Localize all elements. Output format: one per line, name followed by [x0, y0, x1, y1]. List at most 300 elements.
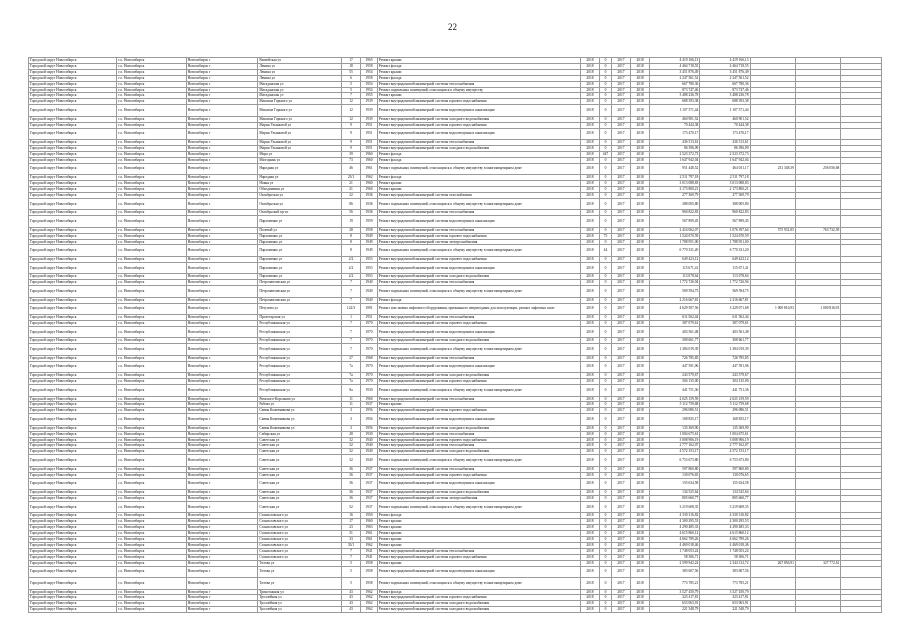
table-cell: 436 513,61	[700, 140, 750, 146]
table-cell: 0	[600, 58, 612, 64]
table-cell: Сибирская ул	[258, 431, 342, 437]
table-cell: Ремонт крыши	[377, 537, 580, 543]
table-cell: Ремонт внутридомовой инженерной системы холодного водоснабжения	[377, 490, 580, 496]
table-cell: Титова ул	[258, 566, 342, 578]
table-cell	[795, 578, 840, 590]
table-cell: 304 135,00	[650, 379, 700, 385]
table-cell: Городской округ Новосибирск	[29, 58, 117, 64]
table-cell: г.о. Новосибирск	[117, 355, 186, 361]
table-cell: Ремонт внутридомовой инженерной системы теплоснабжения	[377, 355, 580, 361]
table-cell: 873 747,46	[650, 87, 700, 93]
table-cell: Новосибирск г	[186, 490, 258, 496]
table-cell: 2018	[580, 286, 599, 298]
table-cell: 1 076 397,64	[700, 227, 750, 233]
table-cell: Городской округ Новосибирск	[29, 151, 117, 157]
table-cell: 2018	[580, 501, 599, 513]
table-cell: 2017	[611, 280, 630, 286]
table-cell: 4 300 295,53	[700, 519, 750, 525]
table-cell: Городской округ Новосибирск	[29, 379, 117, 385]
table-cell: Максима Горького ул	[258, 105, 342, 117]
table-cell: 2018	[631, 478, 650, 490]
table-cell: г.о. Новосибирск	[117, 443, 186, 449]
table-cell: 16	[341, 513, 360, 519]
table-cell: Городской округ Новосибирск	[29, 519, 117, 525]
table-cell: 9	[341, 145, 360, 151]
table-cell: 2017	[611, 181, 630, 187]
table-cell: 11	[341, 402, 360, 408]
table-cell: 1 524 670,59	[650, 233, 700, 239]
table-cell: 2017	[611, 449, 630, 455]
table-cell: 1960	[361, 519, 378, 525]
table-cell: 1951	[361, 315, 378, 321]
table-cell: Станиславского ул	[258, 554, 342, 560]
table-cell: 9	[341, 122, 360, 128]
table-cell: г.о. Новосибирск	[117, 589, 186, 595]
table-cell: 0	[600, 105, 612, 117]
table-cell: Городской округ Новосибирск	[29, 245, 117, 257]
table-cell: Ремонт подвальных помещений, относящихся к общему имуществу в многоквартирном доме	[377, 455, 580, 467]
table-cell: 2017	[611, 379, 630, 385]
table-cell: г.о. Новосибирск	[117, 338, 186, 344]
table-cell: Новосибирск г	[186, 210, 258, 216]
table-cell: г.о. Новосибирск	[117, 63, 186, 69]
table-cell: 2 173 800,21	[700, 187, 750, 193]
table-cell: 7	[341, 93, 360, 99]
table-cell	[750, 455, 795, 467]
table-cell: 567 899,45	[700, 216, 750, 228]
table-cell: 1970	[361, 320, 378, 326]
table-cell: 2018	[631, 122, 650, 128]
table-cell: 2018	[580, 513, 599, 519]
table-cell: 2018	[580, 274, 599, 280]
table-cell: 0	[600, 537, 612, 543]
table-cell: Городской округ Новосибирск	[29, 163, 117, 175]
table-cell: 2018	[631, 192, 650, 198]
table-cell: 2018	[631, 402, 650, 408]
table-cell	[841, 245, 882, 257]
table-cell: Городской округ Новосибирск	[29, 227, 117, 233]
table-cell: 304 135,00	[700, 379, 750, 385]
table-cell: Городской округ Новосибирск	[29, 262, 117, 274]
table-cell: г.о. Новосибирск	[117, 198, 186, 210]
table-cell: 1968	[361, 355, 378, 361]
table-cell: 1970	[361, 361, 378, 373]
table-cell	[795, 286, 840, 298]
table-cell	[841, 326, 882, 338]
table-cell: 4 300 295,53	[650, 519, 700, 525]
table-cell: 1956	[361, 425, 378, 431]
table-cell: 2018	[580, 75, 599, 81]
table-cell: 2018	[580, 408, 599, 414]
table-cell: Новосибирск г	[186, 326, 258, 338]
table-cell: 0	[600, 157, 612, 163]
table-cell: 2018	[580, 303, 599, 315]
table-cell: г.о. Новосибирск	[117, 58, 186, 64]
table-cell: 1961	[361, 163, 378, 175]
table-cell: 2018	[580, 478, 599, 490]
table-cell: 436 513,61	[650, 140, 700, 146]
table-cell: 2 216 667,81	[650, 297, 700, 303]
page-number: 22	[448, 22, 457, 32]
table-cell: Ремонт подвальных помещений, относящихся к общему имуществу в многоквартирном доме	[377, 501, 580, 513]
table-cell: Ремонт или замена лифтового оборудования, признанного непригодным для эксплуатации, ремонт лифтовых шахт	[377, 303, 580, 315]
table-cell: 1 748 053,24	[650, 548, 700, 554]
table-cell: 2018	[580, 181, 599, 187]
table-cell: Саввы Кожевникова ул	[258, 414, 342, 426]
table-cell: Станиславского ул	[258, 537, 342, 543]
table-cell: 39	[341, 151, 360, 157]
table-cell: Городской округ Новосибирск	[29, 431, 117, 437]
table-cell: Городской округ Новосибирск	[29, 607, 117, 613]
table-cell: 46	[341, 163, 360, 175]
table-cell: г.о. Новосибирск	[117, 81, 186, 87]
table-cell: Городской округ Новосибирск	[29, 187, 117, 193]
table-cell: 2018	[631, 607, 650, 613]
table-cell: 464 031,17	[700, 163, 750, 175]
table-cell: г.о. Новосибирск	[117, 239, 186, 245]
table-cell: 1958	[361, 63, 378, 69]
table-cell: Ремонт фасада	[377, 513, 580, 519]
table-cell: 2018	[580, 554, 599, 560]
table-cell: Новосибирск г	[186, 513, 258, 519]
table-cell: г.о. Новосибирск	[117, 344, 186, 356]
table-cell: Ленина ул	[258, 63, 342, 69]
table-cell: 2017	[611, 163, 630, 175]
table-cell: Ремонт внутридомовой инженерной системы водоотведения и канализации	[377, 216, 580, 228]
table-cell: 4 464 718,55	[650, 63, 700, 69]
table-cell: 173 470,17	[650, 128, 700, 140]
table-cell: г.о. Новосибирск	[117, 320, 186, 326]
table-cell: Городской округ Новосибирск	[29, 239, 117, 245]
table-cell: Ремонт внутридомовой инженерной системы холодного водоснабжения	[377, 425, 580, 431]
table-cell: Новосибирск г	[186, 396, 258, 402]
table-cell: 134 525,64	[700, 490, 750, 496]
table-cell: 1940	[361, 286, 378, 298]
table-cell: 3	[341, 408, 360, 414]
table-cell: 575 931,85	[750, 227, 795, 233]
table-cell: 1940	[361, 280, 378, 286]
table-cell: 1953	[361, 262, 378, 274]
table-cell: 3 008 906,19	[700, 437, 750, 443]
table-row	[29, 478, 882, 490]
table-cell: 4 469 018,46	[700, 542, 750, 548]
table-cell: 7а	[341, 373, 360, 379]
table-cell: 7	[341, 297, 360, 303]
table-cell: 2018	[580, 542, 599, 548]
table-cell: 1937	[361, 402, 378, 408]
table-cell: 2018	[580, 560, 599, 566]
table-cell: г.о. Новосибирск	[117, 560, 186, 566]
table-cell: Ремонт крыши	[377, 402, 580, 408]
table-cell: Новосибирск г	[186, 607, 258, 613]
table-cell: Новосибирск г	[186, 595, 258, 601]
table-cell: 3 013 088,83	[700, 181, 750, 187]
table-cell: 1949	[361, 245, 378, 257]
table-cell: Ремонт внутридомовой инженерной системы горячего водоснабжения	[377, 233, 580, 239]
table-cell: Ремонт внутридомовой инженерной системы водоотведения и канализации	[377, 128, 580, 140]
table-cell: 1958	[361, 75, 378, 81]
table-cell: 2018	[631, 379, 650, 385]
table-cell: 805 660,77	[650, 495, 700, 501]
table-body	[29, 58, 882, 613]
table-cell: г.о. Новосибирск	[117, 175, 186, 181]
table-cell: Новосибирск г	[186, 122, 258, 128]
table-cell: 2018	[580, 128, 599, 140]
table-cell: г.о. Новосибирск	[117, 554, 186, 560]
table-cell: 4 615 860,12	[650, 531, 700, 537]
table-cell: Ремонт подвальных помещений, относящихся к общему имуществу в многоквартирном доме	[377, 163, 580, 175]
table-cell: 2018	[631, 542, 650, 548]
table-cell	[750, 286, 795, 298]
table-cell	[841, 578, 882, 590]
table-cell: 8а	[341, 385, 360, 397]
table-cell: 0	[600, 274, 612, 280]
table-cell: Ремонт внутридомовой инженерной системы теплоснабжения	[377, 140, 580, 146]
table-cell: Городской округ Новосибирск	[29, 385, 117, 397]
table-row	[29, 607, 882, 613]
table-cell: 0	[600, 239, 612, 245]
table-cell: г.о. Новосибирск	[117, 297, 186, 303]
table-row	[29, 566, 882, 578]
table-cell: Станиславского ул	[258, 548, 342, 554]
table-row	[29, 262, 882, 274]
table-cell: 2018	[580, 69, 599, 75]
table-cell	[841, 344, 882, 356]
table-cell: Ремонт внутридомовой инженерной системы холодного водоснабжения	[377, 274, 580, 280]
table-cell: 0	[600, 607, 612, 613]
table-cell: г.о. Новосибирск	[117, 601, 186, 607]
table-cell: Ремонт внутридомовой инженерной системы холодного водоснабжения	[377, 601, 580, 607]
table-cell: 12	[341, 116, 360, 122]
table-cell: Новосибирск г	[186, 145, 258, 151]
table-cell: Городской округ Новосибирск	[29, 554, 117, 560]
table-cell: г.о. Новосибирск	[117, 595, 186, 601]
table-cell: 173 470,17	[700, 128, 750, 140]
table-cell: Ремонт внутридомовой инженерной системы горячего водоснабжения	[377, 320, 580, 326]
table-cell: Ленина ул	[258, 69, 342, 75]
table-cell: Станиславского ул	[258, 542, 342, 548]
table-cell: Городской округ Новосибирск	[29, 210, 117, 216]
table-cell: 0	[600, 128, 612, 140]
table-cell: 1937	[361, 501, 378, 513]
table-cell: Городской округ Новосибирск	[29, 449, 117, 455]
table-cell: 2017	[611, 548, 630, 554]
table-cell: 1949	[361, 233, 378, 239]
table-cell: Станиславского ул	[258, 513, 342, 519]
table-cell: Новосибирск г	[186, 560, 258, 566]
table-cell: 1970	[361, 373, 378, 379]
table-cell: Городской округ Новосибирск	[29, 495, 117, 501]
table-cell: 1951	[361, 122, 378, 128]
table-cell	[750, 566, 795, 578]
table-cell: Республиканская ул	[258, 373, 342, 379]
table-cell: Новосибирск г	[186, 449, 258, 455]
table-cell: 2 523 372,73	[650, 151, 700, 157]
table-cell: 31	[341, 531, 360, 537]
table-cell: 383 607,56	[700, 566, 750, 578]
table-cell: 1951	[361, 140, 378, 146]
table-cell: 2017	[611, 297, 630, 303]
table-cell: 441 751,36	[650, 385, 700, 397]
table-cell: 2017	[611, 414, 630, 426]
table-cell: Городской округ Новосибирск	[29, 525, 117, 531]
table-cell: 2017	[611, 566, 630, 578]
table-cell: Ремонт внутридомовой инженерной системы водоотведения и канализации	[377, 326, 580, 338]
table-cell	[795, 216, 840, 228]
table-cell: 2017	[611, 607, 630, 613]
table-cell	[841, 607, 882, 613]
table-cell: Ремонт внутридомовой инженерной системы холодного водоснабжения	[377, 338, 580, 344]
table-cell: Ремонт внутридомовой инженерной системы водоотведения и канализации	[377, 361, 580, 373]
table-cell: Пархоменко ул	[258, 216, 342, 228]
table-cell: 0	[600, 466, 612, 472]
table-cell: Ремонт внутридомовой инженерной системы электроснабжения	[377, 239, 580, 245]
table-cell: 0	[600, 449, 612, 455]
table-cell: 2018	[580, 175, 599, 181]
table-cell: 0	[600, 315, 612, 321]
table-cell	[750, 501, 795, 513]
table-cell: 0	[600, 63, 612, 69]
table-cell: 2018	[580, 578, 599, 590]
table-cell	[750, 578, 795, 590]
table-cell: 5 112 759,68	[700, 402, 750, 408]
table-cell: 1 772 726,94	[700, 280, 750, 286]
table-cell: 2018	[580, 472, 599, 478]
table-cell: 2018	[580, 216, 599, 228]
table-cell: Городской округ Новосибирск	[29, 181, 117, 187]
table-cell: 2017	[611, 437, 630, 443]
table-cell: 2018	[580, 256, 599, 262]
table-cell: 3 527 450,79	[650, 589, 700, 595]
table-cell: 3 451 876,49	[650, 69, 700, 75]
table-cell: Ремонт подвальных помещений, относящихся к общему имуществу в многоквартирном доме	[377, 245, 580, 257]
table-cell: 2018	[631, 466, 650, 472]
table-cell: 323 417,81	[700, 595, 750, 601]
table-cell: 1 788 951,00	[650, 239, 700, 245]
table-cell: 2018	[580, 548, 599, 554]
table-cell: 2018	[580, 537, 599, 543]
table-cell: Республиканская ул	[258, 355, 342, 361]
table-cell: 43	[341, 595, 360, 601]
table-cell: Новосибирск г	[186, 566, 258, 578]
table-cell	[750, 385, 795, 397]
table-cell: 2018	[631, 396, 650, 402]
table-cell: Магаданская ул	[258, 93, 342, 99]
table-cell: Ремонт внутридомовой инженерной системы водоотведения и канализации	[377, 105, 580, 117]
table-cell: 43	[341, 601, 360, 607]
table-cell: 1961	[361, 531, 378, 537]
table-cell: 1 772 726,94	[650, 280, 700, 286]
table-cell: 2017	[611, 490, 630, 496]
table-cell: 0	[600, 297, 612, 303]
table-cell: 805 660,77	[700, 495, 750, 501]
table-cell: Новосибирск г	[186, 181, 258, 187]
table-cell: Городской округ Новосибирск	[29, 75, 117, 81]
table-cell: 4 330 316,82	[650, 513, 700, 519]
table-cell: 2018	[580, 151, 599, 157]
table-cell: г.о. Новосибирск	[117, 490, 186, 496]
table-cell: 0	[600, 548, 612, 554]
table-cell: 726 785,85	[650, 355, 700, 361]
table-cell: Пролетарская ул	[258, 315, 342, 321]
table-cell: Республиканская ул	[258, 344, 342, 356]
table-cell: 115 671,41	[700, 262, 750, 274]
table-cell: Ремонт внутридомовой инженерной системы водоотведения и канализации	[377, 566, 580, 578]
table-cell: 0	[600, 344, 612, 356]
table-row	[29, 361, 882, 373]
table-cell: Ремонт подвальных помещений, относящихся к общему имуществу в многоквартирном доме	[377, 286, 580, 298]
table-cell: Городской округ Новосибирск	[29, 157, 117, 163]
table-cell: 2017	[611, 472, 630, 478]
table-cell: 2018	[580, 607, 599, 613]
table-cell: Ремонт внутридомовой инженерной системы холодного водоснабжения	[377, 116, 580, 122]
table-cell: 403 561,48	[650, 326, 700, 338]
table-cell: 2018	[631, 425, 650, 431]
table-cell: 0	[600, 542, 612, 548]
table-cell: 1941	[361, 554, 378, 560]
table-cell	[795, 361, 840, 373]
table-cell: 1956	[361, 414, 378, 426]
table-cell: 3 229 071,68	[700, 303, 750, 315]
table-cell: Новосибирск г	[186, 99, 258, 105]
table-cell: г.о. Новосибирск	[117, 256, 186, 262]
table-cell: 1970	[361, 326, 378, 338]
table-cell: 2017	[611, 105, 630, 117]
table-cell: 1960	[361, 396, 378, 402]
table-cell: 2018	[580, 81, 599, 87]
table-cell: 2017	[611, 501, 630, 513]
table-cell: Новосибирск г	[186, 227, 258, 233]
table-cell: 7а	[341, 361, 360, 373]
table-cell: 1939	[361, 116, 378, 122]
table-cell: Ремонт внутридомовой инженерной системы горячего водоснабжения	[377, 472, 580, 478]
table-cell: Максима Горького ул	[258, 99, 342, 105]
table-cell: 2017	[611, 227, 630, 233]
table-cell: Ремонт внутридомовой инженерной системы теплоснабжения	[377, 227, 580, 233]
table-cell: Новосибирск г	[186, 262, 258, 274]
table-cell: 2017	[611, 274, 630, 280]
table-cell: Городской округ Новосибирск	[29, 116, 117, 122]
table-cell: 3 488 236,78	[650, 93, 700, 99]
table-cell: Советская ул	[258, 455, 342, 467]
table-cell: Мира ул	[258, 151, 342, 157]
table-cell: 387 079,61	[700, 320, 750, 326]
table-cell: Ремонт крыши	[377, 69, 580, 75]
table-cell: 0	[600, 87, 612, 93]
table-cell: Петропавловская ул	[258, 297, 342, 303]
table-cell: 2017	[611, 315, 630, 321]
table-cell: 0	[600, 408, 612, 414]
table-cell: Ремонт внутридомовой инженерной системы электроснабжения	[377, 495, 580, 501]
table-cell: г.о. Новосибирск	[117, 187, 186, 193]
table-cell: 773 785,21	[700, 578, 750, 590]
table-cell: 5	[341, 87, 360, 93]
table-cell: 2017	[611, 478, 630, 490]
table-cell: 6 770 331,20	[700, 245, 750, 257]
table-cell: 2018	[631, 373, 650, 379]
table-cell: 2018	[580, 601, 599, 607]
table-cell: 2018	[580, 490, 599, 496]
table-cell: 2018	[580, 245, 599, 257]
table-cell: Ремонт внутридомовой инженерной системы водоотведения и канализации	[377, 262, 580, 274]
table-cell: 2018	[580, 116, 599, 122]
table-cell: Городской округ Новосибирск	[29, 414, 117, 426]
table-cell: 2018	[580, 531, 599, 537]
table-cell: 2017	[611, 408, 630, 414]
table-cell: Ремонт фасада	[377, 157, 580, 163]
table-cell: 168 835,17	[700, 414, 750, 426]
table-cell: 267 856,91	[750, 560, 795, 566]
